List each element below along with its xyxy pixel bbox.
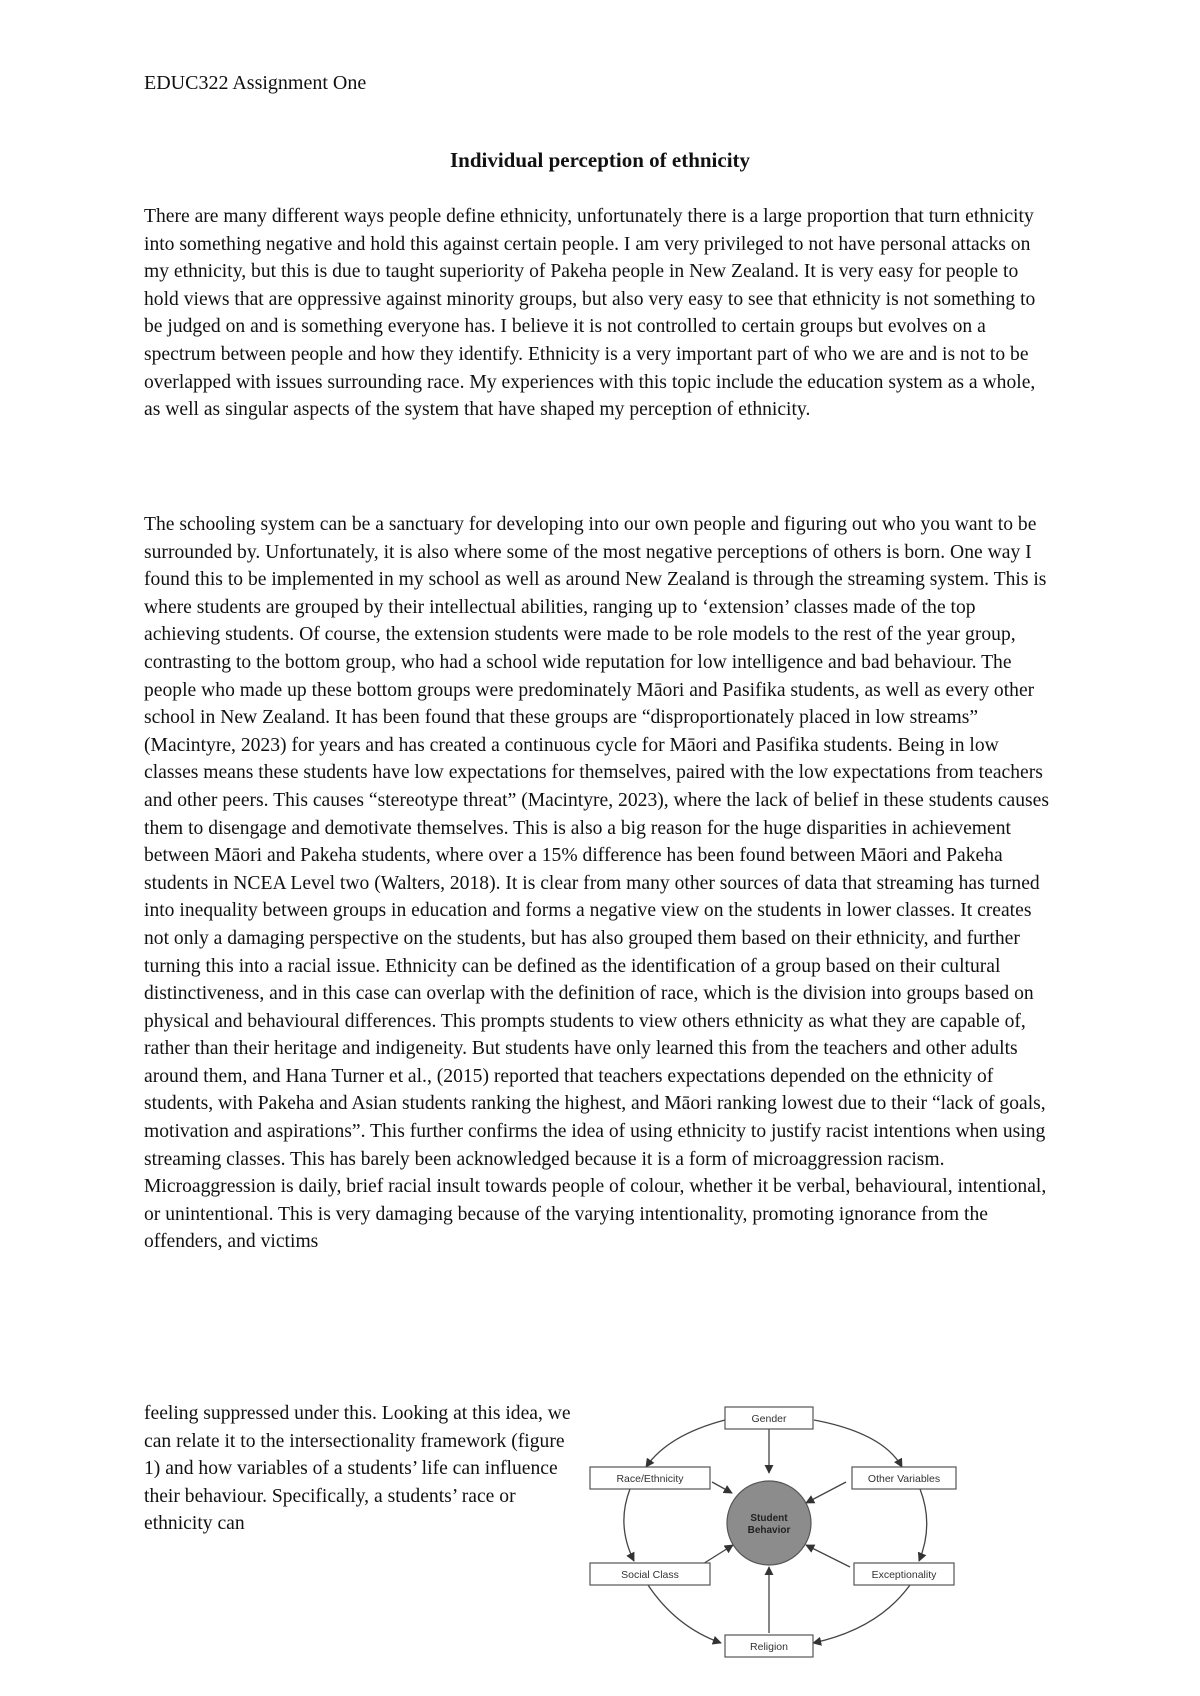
ring-arrow-race-social [624,1489,634,1561]
gender-label: Gender [751,1413,787,1425]
ring-arrow-exceptionality-religion [813,1585,910,1643]
intersectionality-diagram [616,1405,1048,1685]
center-label-2: Behavior [747,1525,791,1536]
paragraph-intersectionality: feeling suppressed under this. Looking at this idea, we can relate it to the intersectionality framework (figure 1) and how variables of a students’ life can influence their behaviour. Specifically, a students’ race or ethnicity can [144,1403,571,1535]
ring-arrow-social-religion [648,1585,721,1643]
other-variables-label: Other Variables [867,1473,941,1485]
race-ethnicity-label: Race/Ethnicity [616,1473,684,1485]
intersectionality-figure [616,1405,1048,1685]
center-label-1: Student [750,1513,788,1524]
document-header: EDUC322 Assignment One [144,72,367,94]
paragraph-intro: There are many different ways people define ethnicity, unfortunately there is a large proportion that turn ethnicity into something negative and hold this against certain people. I am very privileged to not have personal attacks on my ethnicity, but this is due to taught superiority of Pakeha people in New Zealand. It is very easy for people to hold views that are oppressive against minority groups, but also very easy to see that ethnicity is not something to be judged on and is something everyone has. I believe it is not controlled to certain groups but evolves on a spectrum between people and how they identify. Ethnicity is a very important part of who we are and is not to be overlapped with issues surrounding race. My experiences with this topic include the education system as a whole, as well as singular aspects of the system that have shaped my perception of ethnicity. [144,206,1036,421]
document-title: Individual perception of ethnicity [449,148,751,172]
exceptionality-label: Exceptionality [871,1569,937,1581]
arrow-exceptionality-center [806,1545,850,1567]
ring-arrow-gender-other [814,1420,902,1467]
social-class-label: Social Class [621,1569,679,1581]
arrow-other-center [806,1482,846,1503]
paragraph-schooling: The schooling system can be a sanctuary for developing into our own people and figuring out who you want to be surrounded by. Unfortunately, it is also where some of the most negative perceptions of others is born. One way I found this to be implemented in my school as well as around New Zealand is through the streaming system. This is where students are grouped by their intellectual abilities, ranging up to ‘extension’ classes made of the top achieving students. Of course, the extension students were made to be role models to the rest of the year group, contrasting to the bottom group, who had a school wide reputation for low intelligence and bad behaviour. The people who made up these bottom groups were predominately Māori and Pasifika students, as well as every other school in New Zealand. It has been found that these groups are “disproportionately placed in low streams” (Macintyre, 2023) for years and has created a continuous cycle for Māori and Pasifika students. Being in low classes means these students have low expectations for themselves, paired with the low expectations from teachers and other peers. This causes “stereotype threat” (Macintyre, 2023), where the lack of belief in these students causes them to disengage and demotivate themselves. This is also a big reason for the huge disparities in achievement between Māori and Pakeha students, where over a 15% difference has been found between Māori and Pakeha students in NCEA Level two (Walters, 2018). It is clear from many other sources of data that streaming has turned into inequality between groups in education and forms a negative view on the students in lower classes. It creates not only a damaging perspective on the students, but has also grouped them based on their ethnicity, and further turning this into a racial issue. Ethnicity can be defined as the identification of a group based on their cultural distinctiveness, and in this case can overlap with the definition of race, which is the division into groups based on physical and behavioural differences. This prompts students to view others ethnicity as what they are capable of, rather than their heritage and indigeneity. But students have only learned this from the teachers and other adults around them, and Hana Turner et al., (2015) reported that teachers expectations depended on the ethnicity of students, with Pakeha and Asian students ranking the highest, and Māori ranking lowest due to their “lack of goals, motivation and aspirations”. This further confirms the idea of using ethnicity to justify racist intentions when using streaming classes. This has barely been acknowledged because it is a form of microaggression racism. Microaggression is daily, brief racial insult towards people of colour, whether it be verbal, behavioural, intentional, or unintentional. This is very damaging because of the varying intentionality, promoting ignorance from the offenders, and victims [144,514,1049,1253]
arrow-race-center [712,1482,732,1493]
religion-label: Religion [750,1641,788,1653]
ring-arrow-gender-race [646,1420,725,1467]
ring-arrow-other-exceptionality [919,1489,927,1561]
